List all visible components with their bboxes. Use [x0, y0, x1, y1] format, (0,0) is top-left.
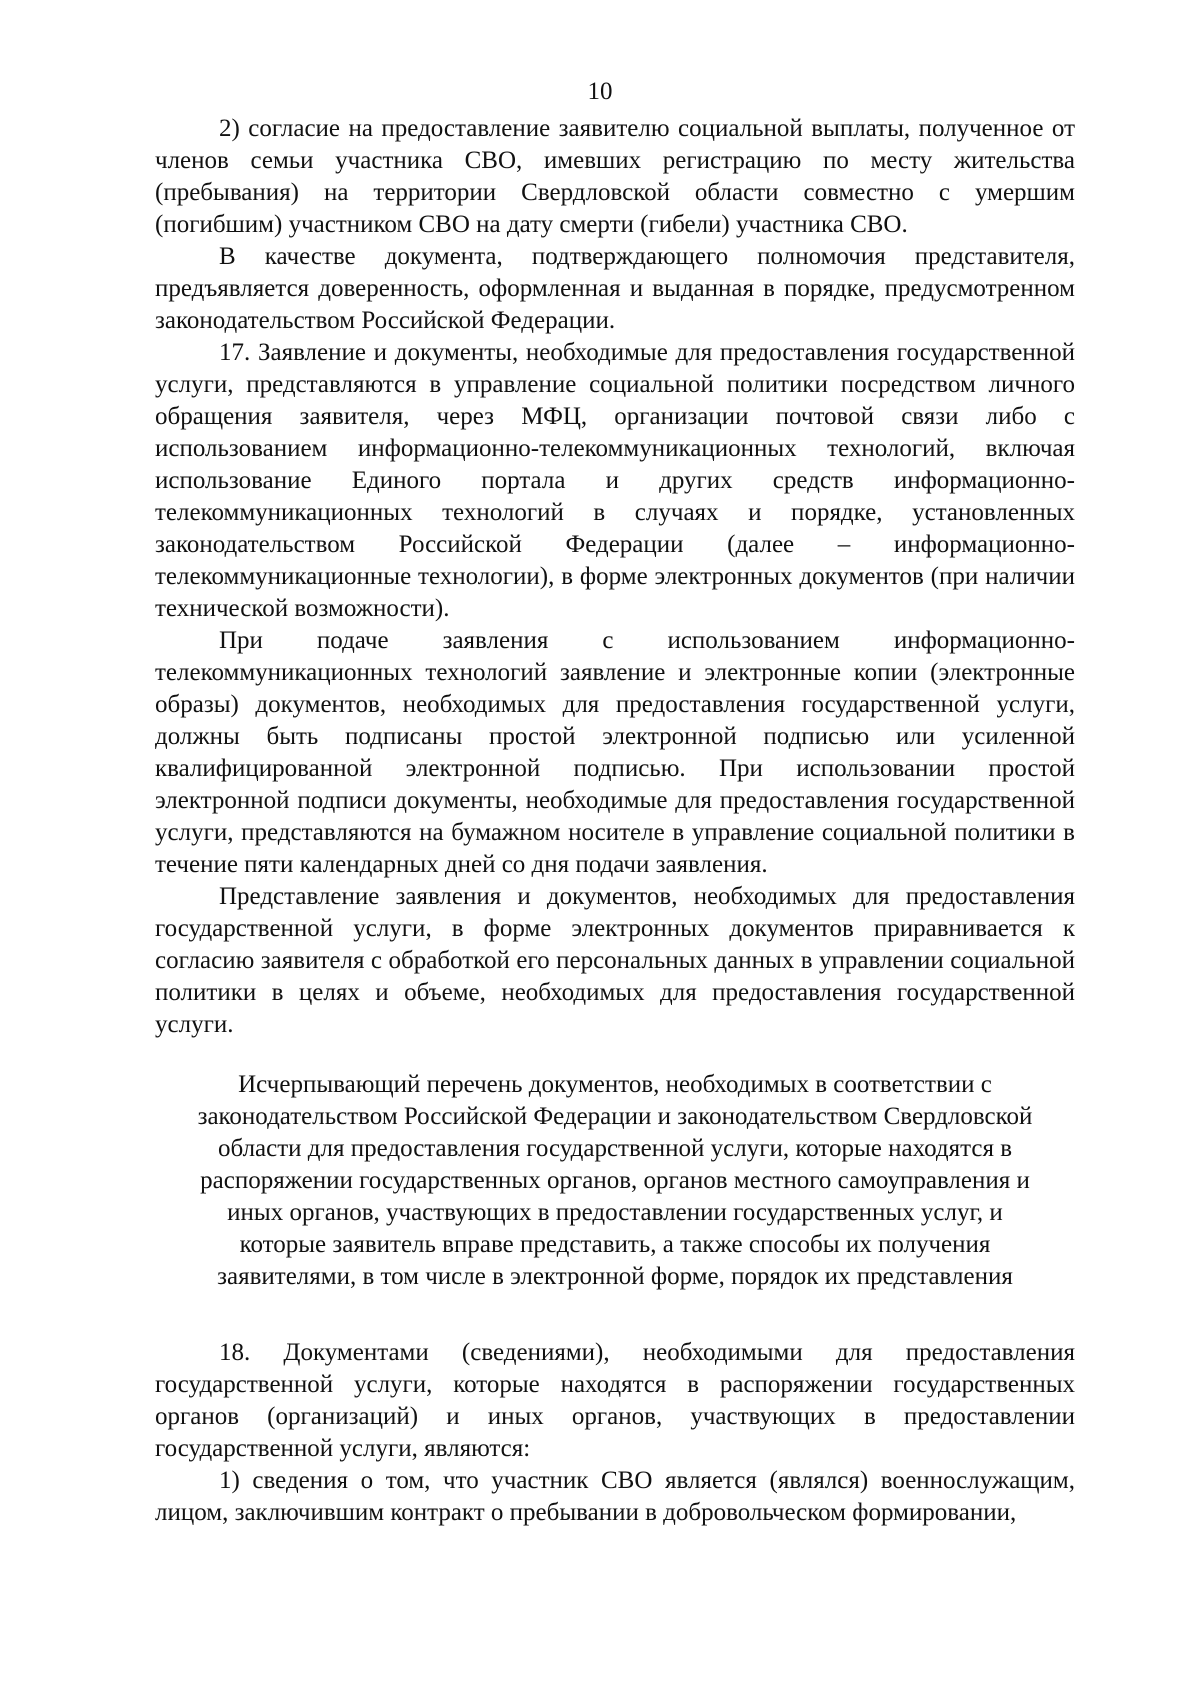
paragraph-electronic-signature: При подаче заявления с использованием информационно-телекоммуникационных технологий заявление и электронные копии (электронные образы) документов, необходимых для предоставления государственной услуги, должны быть подписаны простой электронной подписью или усиленной квалифицированной электронной подписью. При использовании простой электронной подписи документы, необходимые для предоставления государственной услуги, представляются на бумажном носителе в управление социальной политики в течение пяти календарных дней со дня подачи заявления.: [155, 627, 1075, 878]
section-heading: Исчерпывающий перечень документов, необходимых в соответствии с законодательством Российской Федерации и законодательством Свердловской области для предоставления государственной услуги, которые находятся в распоряжении государственных органов, органов местного самоуправления и иных органов, участвующих в предоставлении государственных услуг, и которые заявитель вправе представить, а также способы их получения заявителями, в том числе в электронной форме, порядок их представления: [197, 1071, 1033, 1290]
paragraph-consent: 2) согласие на предоставление заявителю социальной выплаты, полученное от членов семьи участника СВО, имевших регистрацию по месту жительства (пребывания) на территории Свердловской области совместно с умершим (погибшим) участником СВО на дату смерти (гибели) участника СВО.: [155, 115, 1075, 238]
page-number: 10: [587, 78, 613, 105]
paragraph-personal-data-consent: Представление заявления и документов, необходимых для предоставления государственной услуги, в форме электронных документов приравнивается к согласию заявителя с обработкой его персональных данных в управлении социальной политики в целях и объеме, необходимых для предоставления государственной услуги.: [155, 883, 1075, 1038]
paragraph-18-item-1: 1) сведения о том, что участник СВО является (являлся) военнослужащим, лицом, заключившим контракт о пребывании в добровольческом формировании,: [155, 1467, 1075, 1526]
paragraph-17-submission: 17. Заявление и документы, необходимые для предоставления государственной услуги, представляются в управление социальной политики посредством личного обращения заявителя, через МФЦ, организации почтовой связи либо с использованием информационно-телекоммуникационных технологий, включая использование Единого портала и других средств информационно-телекоммуникационных технологий в случаях и порядке, установленных законодательством Российской Федерации (далее – информационно-телекоммуникационные технологии), в форме электронных документов (при наличии технической возможности).: [155, 339, 1075, 622]
document-body: [155, 113, 1075, 1529]
paragraph-18-documents: 18. Документами (сведениями), необходимыми для предоставления государственной услуги, которые находятся в распоряжении государственных органов (организаций) и иных органов, участвующих в предоставлении государственной услуги, являются:: [155, 1339, 1075, 1462]
paragraph-representative-document: В качестве документа, подтверждающего полномочия представителя, предъявляется доверенность, оформленная и выданная в порядке, предусмотренном законодательством Российской Федерации.: [155, 243, 1075, 334]
